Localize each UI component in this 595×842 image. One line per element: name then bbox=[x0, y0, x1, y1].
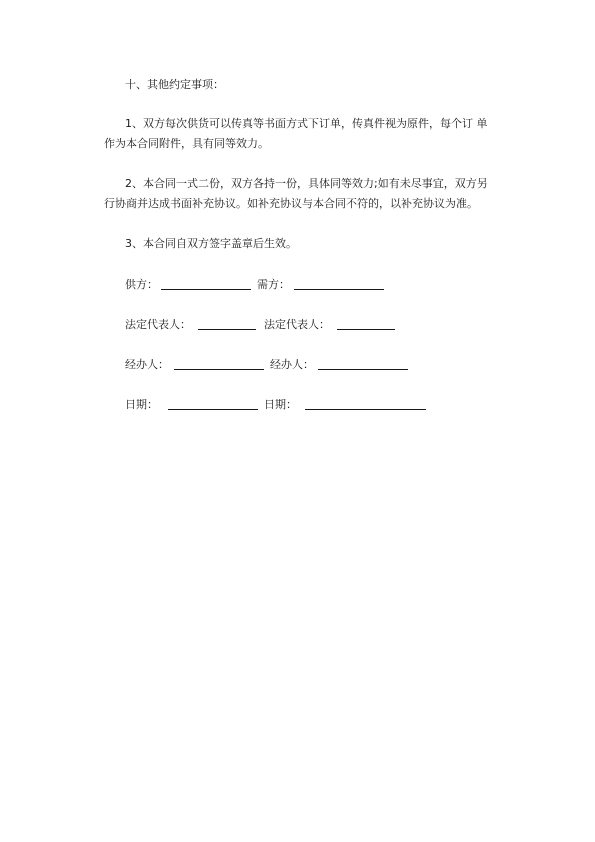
section-heading: 十、其他约定事项： bbox=[125, 78, 224, 91]
legal-rep-signature-line-1[interactable] bbox=[198, 319, 256, 330]
legal-rep-label-1: 法定代表人： bbox=[125, 318, 191, 331]
handler-signature-line-2[interactable] bbox=[318, 359, 408, 370]
legal-rep-signature-line-2[interactable] bbox=[337, 319, 395, 330]
date-line-2[interactable] bbox=[305, 399, 426, 410]
clause-3-line-1: 3、本合同自双方签字盖章后生效。 bbox=[125, 237, 297, 250]
clause-2-line-1: 2、本合同一式二份，双方各持一份，具体同等效力;如有未尽事宜，双方另 bbox=[125, 177, 488, 190]
legal-rep-label-2: 法定代表人： bbox=[264, 318, 330, 331]
date-label-2: 日期： bbox=[264, 398, 297, 411]
handler-label-2: 经办人： bbox=[270, 358, 314, 371]
buyer-label: 需方： bbox=[257, 278, 290, 291]
handler-label-1: 经办人： bbox=[125, 358, 169, 371]
date-label-1: 日期： bbox=[125, 398, 158, 411]
clause-1-line-2: 作为本合同附件，具有同等效力。 bbox=[104, 137, 269, 150]
date-line-1[interactable] bbox=[168, 399, 258, 410]
handler-signature-line-1[interactable] bbox=[174, 359, 264, 370]
clause-1-line-1: 1、双方每次供货可以传真等书面方式下订单，传真件视为原件，每个订 单 bbox=[125, 117, 488, 130]
supplier-signature-line[interactable] bbox=[161, 279, 251, 290]
supplier-label: 供方： bbox=[125, 278, 158, 291]
clause-2-line-2: 行协商并达成书面补充协议。如补充协议与本合同不符的，以补充协议为准。 bbox=[104, 197, 478, 210]
buyer-signature-line[interactable] bbox=[294, 279, 384, 290]
